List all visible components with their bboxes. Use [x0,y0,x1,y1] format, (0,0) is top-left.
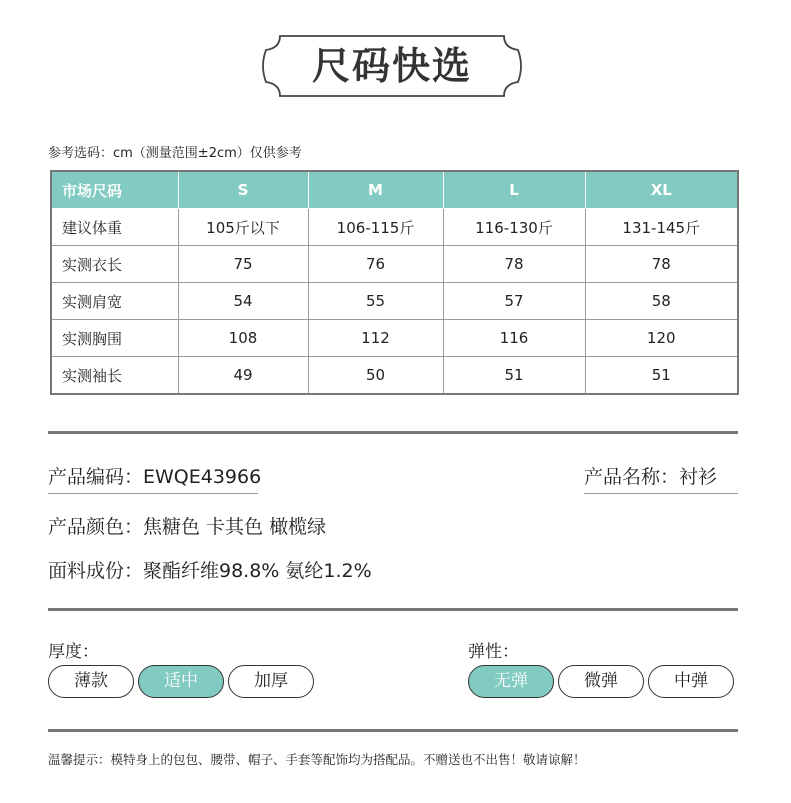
table-row [51,357,738,395]
table-row-label: 实测袖长 [51,357,178,395]
table-cell: 112 [308,320,443,357]
thickness-option-thin[interactable]: 薄款 [48,665,134,698]
table-row-label: 实测衣长 [51,246,178,283]
table-cell: 78 [443,246,585,283]
table-cell: 51 [443,357,585,395]
table-cell: 105斤以下 [178,209,308,246]
divider [48,431,738,434]
thickness-label: 厚度： [48,642,99,662]
divider [48,608,738,611]
table-cell: 54 [178,283,308,320]
divider [48,729,738,732]
elasticity-option-medium[interactable]: 中弹 [648,665,734,698]
table-header-cell: 市场尺码 [51,171,178,209]
table-cell: 131-145斤 [585,209,738,246]
table-header-cell: L [443,171,585,209]
table-cell: 75 [178,246,308,283]
product-name-underline [584,493,738,494]
table-cell: 116-130斤 [443,209,585,246]
elasticity-option-slight[interactable]: 微弹 [558,665,644,698]
table-header-cell: XL [585,171,738,209]
table-cell: 106-115斤 [308,209,443,246]
footer-note: 温馨提示：模特身上的包包、腰带、帽子、手套等配饰均为搭配品。不赠送也不出售！敬请谅解！ [48,752,586,767]
table-cell: 58 [585,283,738,320]
table-header-cell: S [178,171,308,209]
table-cell: 108 [178,320,308,357]
product-code: 产品编码：EWQE43966 [48,466,262,488]
elasticity-label: 弹性： [468,642,519,662]
thickness-option-medium[interactable]: 适中 [138,665,224,698]
table-cell: 76 [308,246,443,283]
table-row-label: 建议体重 [51,209,178,246]
table-cell: 78 [585,246,738,283]
product-code-underline [48,493,258,494]
page-title: 尺码快选 [311,44,472,88]
title-badge [258,34,526,98]
product-colors: 产品颜色：焦糖色 卡其色 橄榄绿 [48,516,327,538]
table-row-label: 实测肩宽 [51,283,178,320]
thickness-option-thick[interactable]: 加厚 [228,665,314,698]
table-row [51,320,738,357]
size-table [50,170,739,395]
table-cell: 49 [178,357,308,395]
table-cell: 120 [585,320,738,357]
elasticity-option-none[interactable]: 无弹 [468,665,554,698]
table-cell: 51 [585,357,738,395]
table-header-row [51,171,738,209]
table-row [51,209,738,246]
table-cell: 116 [443,320,585,357]
table-cell: 55 [308,283,443,320]
table-header-cell: M [308,171,443,209]
table-cell: 50 [308,357,443,395]
table-cell: 57 [443,283,585,320]
product-fabric: 面料成份：聚酯纤维98.8% 氨纶1.2% [48,560,372,582]
reference-note: 参考选码：cm（测量范围±2cm）仅供参考 [48,146,302,161]
table-row-label: 实测胸围 [51,320,178,357]
table-row [51,283,738,320]
product-name: 产品名称：衬衫 [584,466,718,488]
table-row [51,246,738,283]
